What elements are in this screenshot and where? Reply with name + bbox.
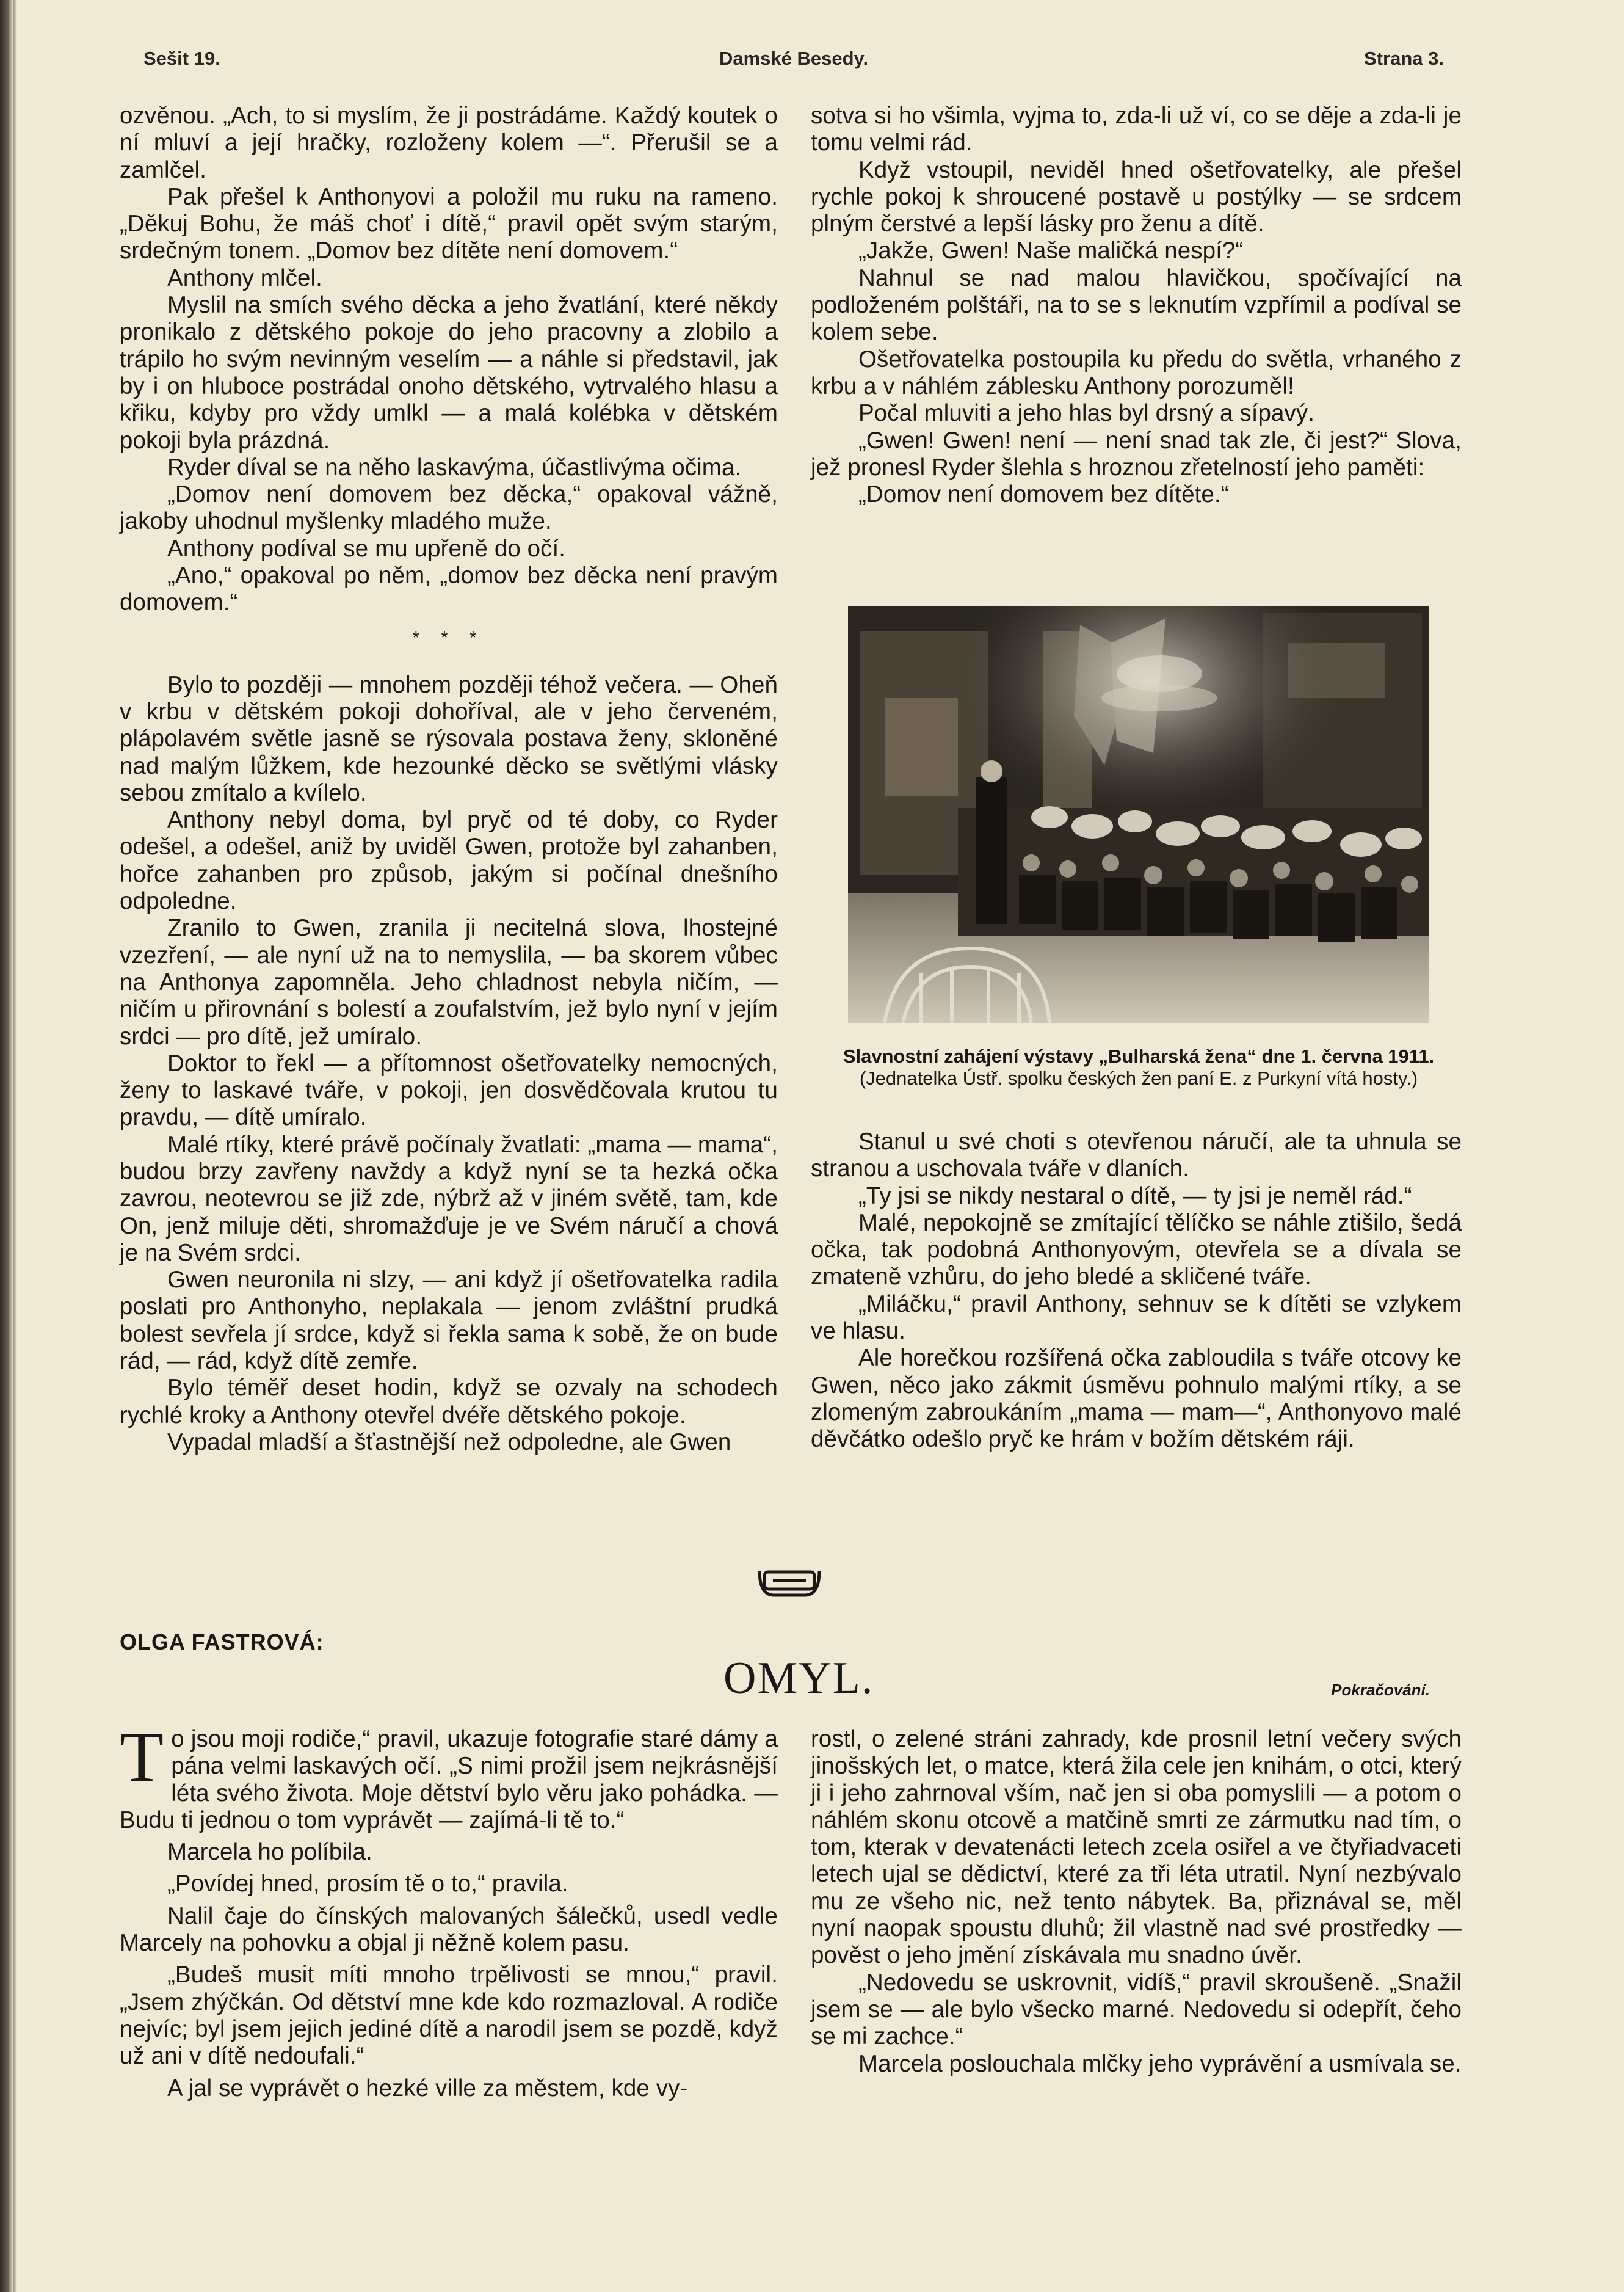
paragraph: „Budeš musit míti mnoho trpělivosti se mnou,“ pravil. „Jsem zhýčkán. Od dětství mne kde kdo rozmazloval. A rodiče nejvíc; byl jsem jejich jediné dítě a narodil jsem se pozdě, když už ani v dítě nedoufali.“ [120, 1962, 778, 2070]
page-number: Strana 3. [1364, 48, 1444, 69]
paragraph: „Domov není domovem bez děcka,“ opakoval vážně, jakoby uhodnul myšlenky mladého muže. [120, 481, 778, 535]
paragraph: Ošetřovatelka postoupila ku předu do světla, vrhaného z krbu a v náhlém záblesku Anthony porozuměl! [811, 346, 1462, 399]
story-left-column [120, 1717, 778, 2102]
photo-caption-title: Slavnostní zahájení výstavy „Bulharská žena“ dne 1. června 1911. [843, 1046, 1435, 1067]
paragraph: Počal mluviti a jeho hlas byl drsný a sípavý. [858, 400, 1315, 427]
page-header [143, 48, 1444, 78]
photo-caption-text: (Jednatelka Ústř. spolku českých žen paní E. z Purkyní vítá hosty.) [859, 1068, 1418, 1089]
exhibition-photo [848, 606, 1429, 1023]
paragraph: Když vstoupil, neviděl hned ošetřovatelky, ale přešel rychle pokoj k shroucené postavě u postýlky — se srdcem plným čerstvé a lepší lásky pro ženu a dítě. [811, 156, 1462, 238]
paragraph: Myslil na smích svého děcka a jeho žvatlání, které někdy pronikalo z dětského pokoje do jeho pracovny a zlobilo a trápilo ho svým nevinným veselím — a náhle si představil, jak by i on hluboce postrádal onoho dětského, vytrvalého hlasu a křiku, kdyby pro vždy umlkl — a malá kolébka v dětském pokoji byla prázdná. [120, 292, 778, 454]
paragraph: „Domov není domovem bez dítěte.“ [858, 481, 1229, 508]
paragraph: A jal se vyprávět o hezké ville za městem, kde vy- [167, 2075, 688, 2101]
section-separator: * * * [412, 627, 485, 647]
paragraph: Doktor to řekl — a přítomnost ošetřovatelky nemocných, ženy to laskavé tváře, v pokoji, jen dosvědčovala krutou tu pravdu, — dítě umíralo. [120, 1050, 778, 1131]
drop-cap: T [120, 1717, 164, 1797]
paragraph: „Ano,“ opakoval po něm, „domov bez děcka není pravým domovem.“ [120, 562, 778, 616]
paragraph: Stanul u své choti s otevřenou náručí, ale ta uhnula se stranou a uschovala tváře v dlaních. [811, 1129, 1462, 1182]
paragraph: Marcela poslouchala mlčky jeho vyprávění a usmívala se. [858, 2050, 1462, 2077]
photo-caption [812, 1046, 1465, 1090]
paragraph: „Jakže, Gwen! Naše maličká nespí?“ [858, 238, 1244, 264]
paragraph: „Nedovedu se uskrovnit, vidíš,“ pravil skroušeně. „Snažil jsem se — ale bylo všecko marné. Nedovedu si odepřít, čeho se mi zachce.“ [811, 1969, 1462, 2050]
paragraph: Nalil čaje do čínských malovaných šálečků, usedl vedle Marcely na pohovku a objal ji něžně kolem pasu. [120, 1902, 778, 1957]
story-continued-left-column [120, 103, 778, 1456]
paragraph: „Gwen! Gwen! není — není snad tak zle, či jest?“ Slova, jež pronesl Ryder šlehla s hroznou zřetelností jeho paměti: [811, 427, 1462, 481]
continued-note: Pokračování. [1331, 1681, 1430, 1699]
binding-shadow [0, 0, 13, 2292]
magazine-title: Damské Besedy. [719, 48, 869, 69]
paragraph: Vypadal mladší a šťastnější než odpoledne, ale Gwen [167, 1428, 731, 1455]
paragraph: Anthony podíval se mu upřeně do očí. [167, 535, 566, 562]
issue-number: Sešit 19. [143, 48, 220, 69]
paragraph: „Ty jsi se nikdy nestaral o dítě, — ty jsi je neměl rád.“ [858, 1182, 1412, 1209]
paragraph: Ryder díval se na něho laskavýma, účastlivýma očima. [167, 454, 742, 481]
paragraph: Ale horečkou rozšířená očka zabloudila s tváře otcovy ke Gwen, něco jako zákmit úsměvu pohnulo malými rtíky, a se zlomeným zabroukáním „mama — mam—“, Anthonyovo malé děvčátko odešlo pryč ke hrám v božím dětském ráji. [811, 1345, 1462, 1453]
paragraph: ozvěnou. „Ach, to si myslím, že ji postrádáme. Každý koutek o ní mluví a její hračky, rozloženy kolem —“. Přerušil se a zamlčel. [120, 103, 778, 183]
opening-paragraph-text: o jsou moji rodiče,“ pravil, ukazuje fotografie staré dámy a pána velmi laskavých očí. „S nimi prožil jsem nejkrásnější léta svého života. Moje dětství bylo věru jako pohádka. — Budu ti jednou o tom vyprávět — zajímá-li tě to.“ [120, 1726, 778, 1833]
paragraph: „Povídej hned, prosím tě o to,“ pravila. [167, 1871, 568, 1897]
binding-line [13, 0, 17, 2292]
paragraph: Gwen neuronila ni slzy, — ani když jí ošetřovatelka radila poslati pro Anthonyho, neplakala — jenom zvláštní prudká bolest sevřela jí srdce, když si řekla sama k sobě, že on bude rád, — rád, když dítě zemře. [120, 1267, 778, 1375]
exhibition-photo-image [848, 606, 1429, 1023]
story-right-column [811, 1726, 1462, 2078]
paragraph: Marcela ho políbila. [167, 1839, 372, 1866]
decorative-ornament-icon [756, 1566, 823, 1600]
paragraph: Malé rtíky, které právě počínaly žvatlati: „mama — mama“, budou brzy zavřeny navždy a když nyní se ta hezká očka zavrou, neotevrou se již zde, nýbrž až v jiném světě, tam, kde On, jenž miluje děti, shromažďuje je ve Svém náručí a chová je na Svém srdci. [120, 1131, 778, 1266]
paragraph: Zranilo to Gwen, zranila ji necitelná slova, lhostejné vzezření, — ale nyní už na to nemyslila, — ba skorem vůbec na Anthonya zapomněla. Jeho chladnost nebyla ničím, — ničím u přirovnání s bolestí a zoufalstvím, jež bylo nyní v jejím srdci — pro dítě, jež umíralo. [120, 915, 778, 1050]
story-title: OMYL. [723, 1653, 874, 1703]
paragraph: Malé, nepokojně se zmítající tělíčko se náhle ztišilo, šedá očka, tak podobná Anthonyovým, otevřela se a dívala se zmateně vzhůru, do jeho bledé a skličené tváře. [811, 1209, 1462, 1290]
story-author: OLGA FASTROVÁ: [120, 1629, 324, 1654]
paragraph: Anthony mlčel. [167, 264, 322, 291]
paragraph: Bylo téměř deset hodin, když se ozvaly na schodech rychlé kroky a Anthony otevřel dvéře dětského pokoje. [120, 1375, 778, 1428]
paragraph: Nahnul se nad malou hlavičkou, spočívající na podloženém polštáři, na to se s leknutím vzpřímil a podíval se kolem sebe. [811, 264, 1462, 346]
paragraph: rostl, o zelené stráni zahrady, kde prosnil letní večery svých jinošských let, o matce, která žila cele jen knihám, o otci, který ji i jeho zahrnoval vším, nač jen si oba pomyslili — a potom o náhlém skonu otcově a matčině smrti ze zármutku nad tím, o tom, kterak v devatenácti letech zcela osiřel a ve čtyřiadvaceti letech ujal se dědictví, které za tři léta utratil. Nyní nezbývalo mu ze všeho nic, než tento nábytek. Ba, přiznával se, měl nyní naopak spoustu dluhů; žil vlastně nad své prostředky — pověst o jeho jmění získávala mu snadno úvěr. [811, 1726, 1462, 1969]
story-continued-right-column [811, 103, 1462, 508]
opening-paragraph [120, 1717, 778, 1834]
paragraph: Anthony nebyl doma, byl pryč od té doby, co Ryder odešel, a odešel, aniž by uviděl Gwen, protože byl zahanben, hořce zahanben pro způsob, jakým si počínal dnešního odpoledne. [120, 807, 778, 915]
paragraph: sotva si ho všimla, vyjma to, zda-li už ví, co se děje a zda-li je tomu velmi rád. [811, 103, 1462, 156]
paragraph: „Miláčku,“ pravil Anthony, sehnuv se k dítěti se vzlykem ve hlasu. [811, 1290, 1462, 1345]
story-continued-right-column-lower [811, 1129, 1462, 1453]
paragraph: Pak přešel k Anthonyovi a položil mu ruku na rameno. „Děkuj Bohu, že máš choť i dítě,“ pravil opět svým starým, srdečným tonem. „Domov bez dítěte není domovem.“ [120, 183, 778, 264]
paragraph: Bylo to později — mnohem později téhož večera. — Oheň v krbu v dětském pokoji dohoříval, ale v jeho červeném, plápolavém světle jasně se rýsovala postava ženy, skloněné nad malým lůžkem, kde hezounké děcko se světlými vlásky sebou zmítalo a kvílelo. [120, 671, 778, 806]
